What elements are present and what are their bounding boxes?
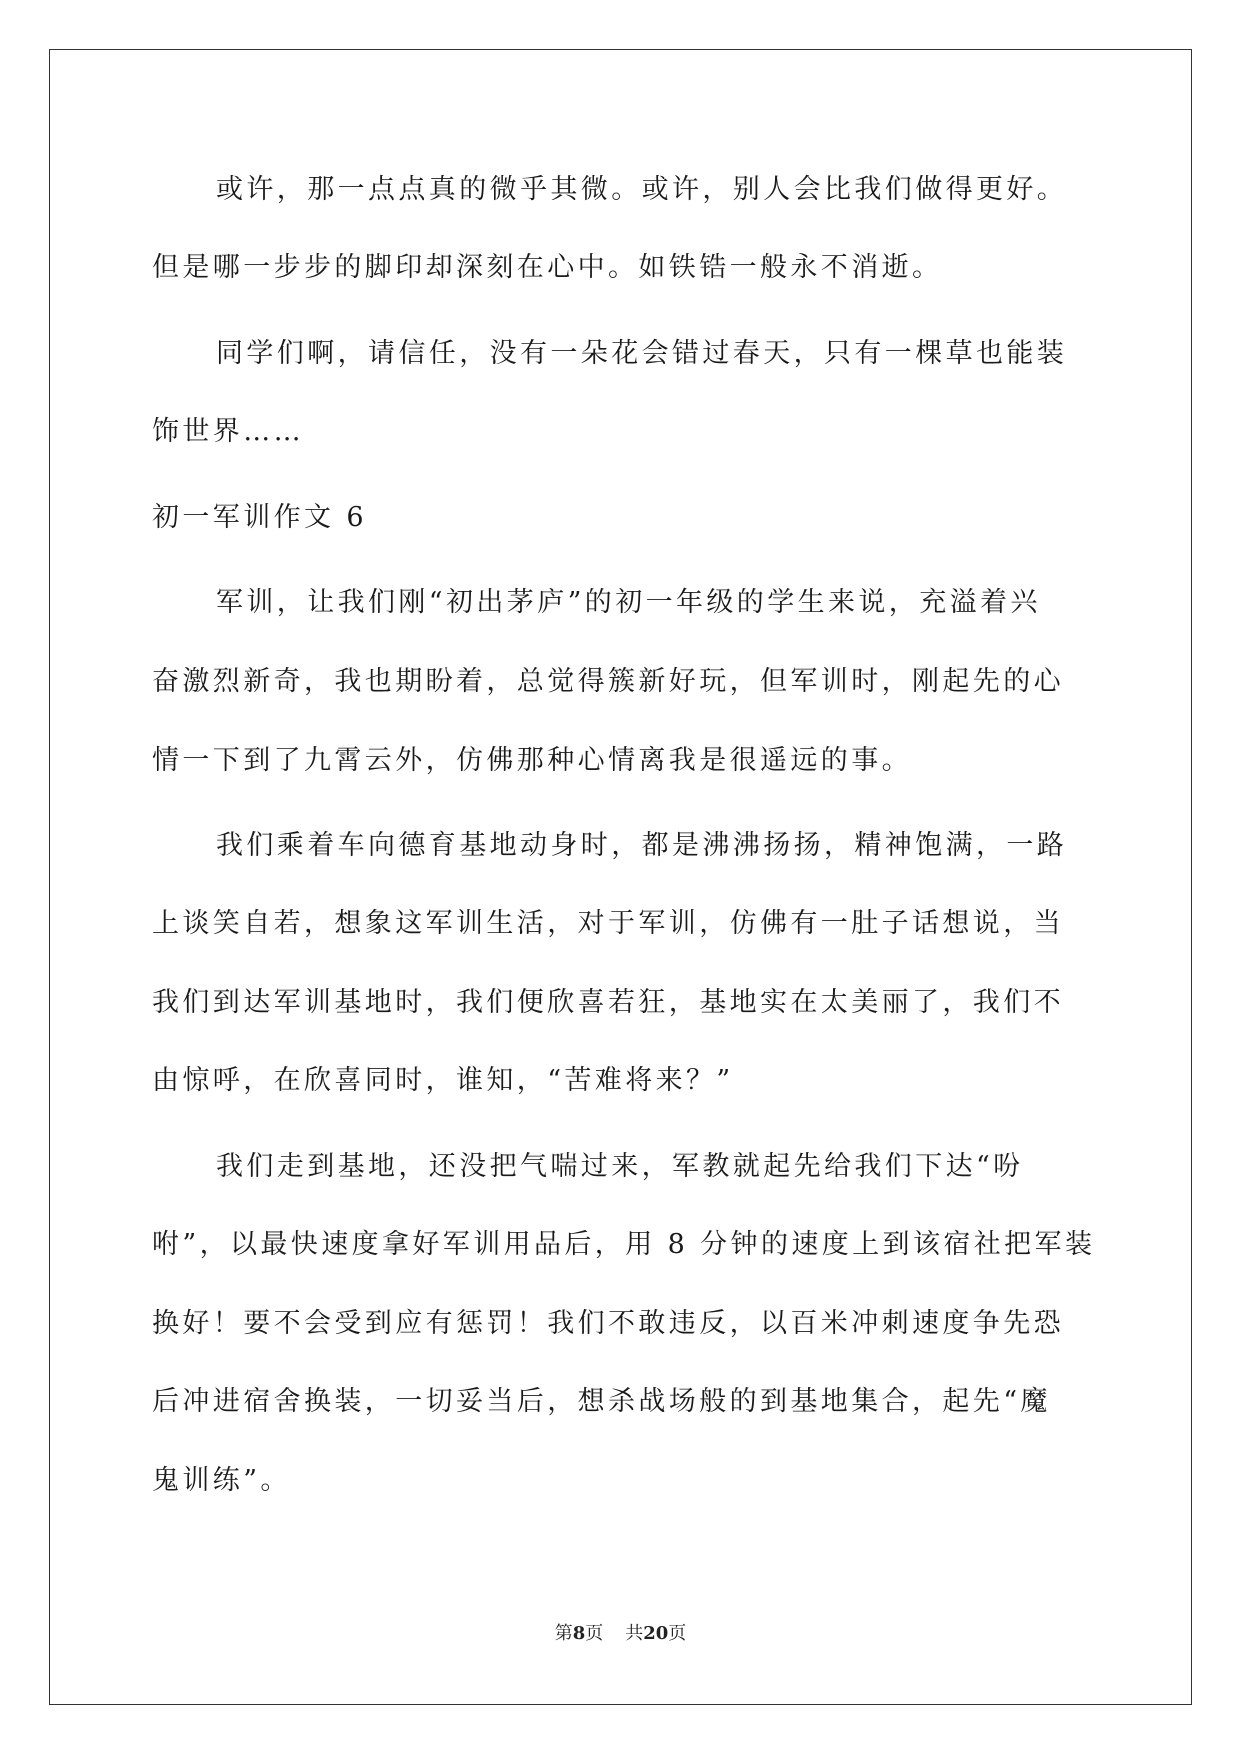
paragraph-line: 我们乘着车向德育基地动身时，都是沸沸扬扬，精神饱满，一路 — [216, 830, 1068, 861]
page-current: 8 — [572, 1623, 586, 1644]
paragraph-line: 换好！要不会受到应有惩罚！我们不敢违反，以百米冲刺速度争先恐 — [152, 1308, 1064, 1339]
page-suffix: 页 — [585, 1623, 604, 1644]
paragraph-line: 情一下到了九霄云外，仿佛那种心情离我是很遥远的事。 — [152, 745, 912, 776]
section-heading: 初一军训作文 6 — [152, 502, 367, 533]
paragraph-line: 饰世界…… — [152, 416, 304, 447]
paragraph-line: 我们到达军训基地时，我们便欣喜若狂，基地实在太美丽了，我们不 — [152, 987, 1064, 1018]
paragraph-line: 同学们啊，请信任，没有一朵花会错过春天，只有一棵草也能装 — [216, 338, 1068, 369]
total-suffix: 页 — [668, 1623, 687, 1644]
paragraph-line: 我们走到基地，还没把气喘过来，军教就起先给我们下达“吩 — [216, 1151, 1024, 1182]
total-prefix: 共 — [625, 1623, 644, 1644]
page-total: 20 — [643, 1623, 669, 1644]
paragraph-line: 军训，让我们刚“初出茅庐”的初一年级的学生来说，充溢着兴 — [216, 587, 1041, 618]
paragraph-line: 由惊呼，在欣喜同时，谁知，“苦难将来？” — [152, 1065, 734, 1096]
page-footer — [0, 1622, 1241, 1646]
page-prefix: 第 — [554, 1623, 573, 1644]
paragraph-line: 咐”，以最快速度拿好军训用品后，用 8 分钟的速度上到该宿社把军装 — [152, 1229, 1096, 1260]
paragraph-line: 或许，那一点点真的微乎其微。或许，别人会比我们做得更好。 — [216, 174, 1068, 205]
paragraph-line: 奋激烈新奇，我也期盼着，总觉得簇新好玩，但军训时，刚起先的心 — [152, 666, 1064, 697]
page-border — [49, 49, 1192, 1705]
paragraph-line: 上谈笑自若，想象这军训生活，对于军训，仿佛有一肚子话想说，当 — [152, 908, 1064, 939]
paragraph-line: 但是哪一步步的脚印却深刻在心中。如铁锆一般永不消逝。 — [152, 252, 943, 283]
paragraph-line: 后冲进宿舍换装，一切妥当后，想杀战场般的到基地集合，起先“魔 — [152, 1386, 1051, 1417]
paragraph-line: 鬼训练”。 — [152, 1465, 291, 1496]
